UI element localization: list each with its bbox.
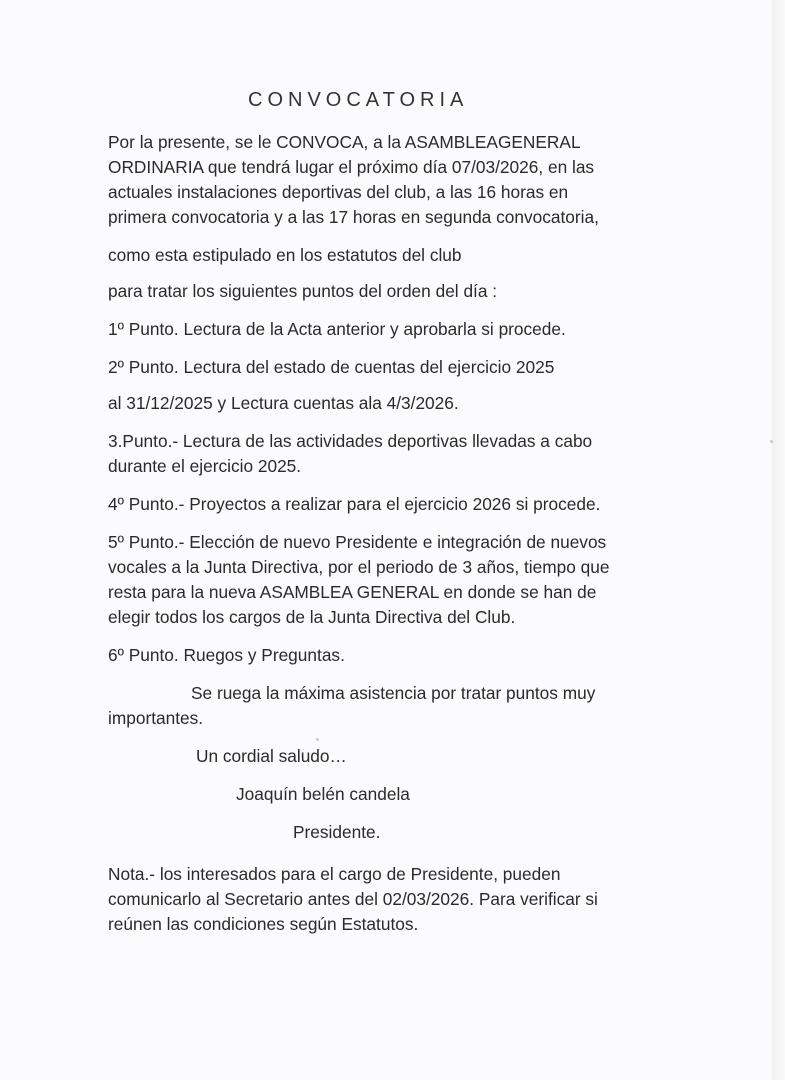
intro-line: primera convocatoria y a las 17 horas en segunda convocatoria, [108, 207, 599, 227]
agenda-point-2: 2º Punto. Lectura del estado de cuentas del ejercicio 2025 [108, 357, 555, 377]
note-line: comunicarlo al Secretario antes del 02/03/2026. Para verificar si [108, 889, 598, 909]
signatory-role: Presidente. [293, 822, 381, 842]
intro-line: actuales instalaciones deportivas del club, a las 16 horas en [108, 182, 569, 202]
document-title: CONVOCATORIA [248, 89, 469, 111]
closing-line: importantes. [108, 708, 204, 728]
intro-line: Por la presente, se le CONVOCA, a la ASAMBLEAGENERAL [108, 132, 581, 152]
note-line: reúnen las condiciones según Estatutos. [108, 914, 419, 934]
note-line: Nota.- los interesados para el cargo de Presidente, pueden [108, 864, 561, 884]
agenda-point-6: 6º Punto. Ruegos y Preguntas. [108, 645, 345, 665]
document-body [108, 88, 668, 937]
agenda-point-5-cont: elegir todos los cargos de la Junta Directiva del Club. [108, 607, 516, 627]
statutes-line: como esta estipulado en los estatutos del club [108, 245, 462, 265]
agenda-point-5-cont: resta para la nueva ASAMBLEA GENERAL en donde se han de [108, 582, 597, 602]
scan-edge [772, 0, 785, 1080]
signatory-name: Joaquín belén candela [236, 784, 410, 804]
closing-line: Se ruega la máxima asistencia por tratar puntos muy [191, 683, 596, 703]
agenda-point-1: 1º Punto. Lectura de la Acta anterior y aprobarla si procede. [108, 319, 566, 339]
greeting: Un cordial saludo… [196, 746, 347, 766]
intro-line: ORDINARIA que tendrá lugar el próximo día 07/03/2026, en las [108, 157, 595, 177]
agenda-intro: para tratar los siguientes puntos del orden del día : [108, 281, 498, 301]
agenda-point-5-cont: vocales a la Junta Directiva, por el periodo de 3 años, tiempo que [108, 557, 610, 577]
agenda-point-5: 5º Punto.- Elección de nuevo Presidente e integración de nuevos [108, 532, 607, 552]
scan-speck [770, 440, 773, 443]
agenda-point-4: 4º Punto.- Proyectos a realizar para el ejercicio 2026 si procede. [108, 494, 601, 514]
agenda-point-2-cont: al 31/12/2025 y Lectura cuentas ala 4/3/2026. [108, 393, 459, 413]
agenda-point-3-cont: durante el ejercicio 2025. [108, 456, 302, 476]
agenda-point-3: 3.Punto.- Lectura de las actividades deportivas llevadas a cabo [108, 431, 593, 451]
